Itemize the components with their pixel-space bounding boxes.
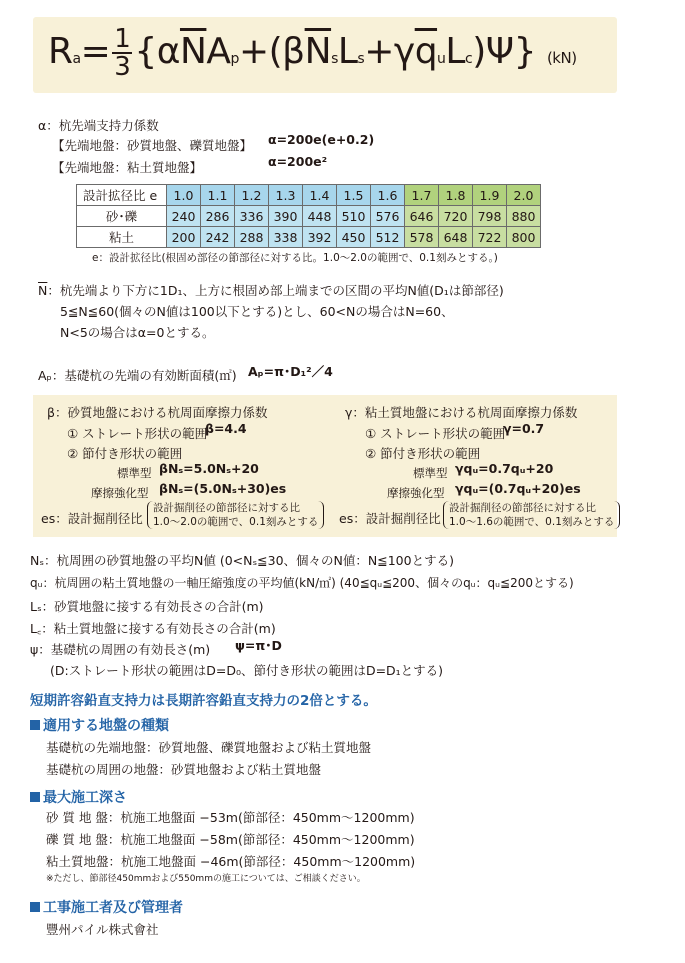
nbar-line3: N<5の場合はα=0とする。 (60, 325, 215, 340)
alpha-value-table (76, 184, 541, 248)
psi-note: (D:ストレート形状の範囲はD=D₀、節付き形状の範囲はD=D₁とする) (50, 663, 444, 678)
def-ls: Lₛ：砂質地盤に接する有効長さの合計(m) (30, 599, 264, 614)
alpha-clay-label: 【先端地盤：粘土質地盤】 (52, 160, 203, 175)
def-psi: ψ：基礎杭の周囲の有効長さ(m) (30, 642, 211, 657)
psi-formula: ψ=π･D (235, 638, 282, 653)
beta-box (33, 395, 341, 537)
square-bullet-icon (30, 720, 40, 730)
beta-title: β：砂質地盤における杭周面摩擦力係数 (47, 405, 268, 420)
depth-line1: 砂 質 地 盤：杭施工地盤面 −53m(節部径：450mm～1200mm) (46, 810, 415, 825)
table-row: 砂･礫 240 286 336 390 448 510 576 646 720 798 880 (77, 206, 541, 227)
gamma-box (333, 395, 617, 537)
ap-label: Aₚ：基礎杭の先端の有効断面積(㎡) (38, 368, 237, 383)
contractor-heading: 工事施工者及び管理者 (30, 897, 183, 917)
gamma-es-paren: 設計掘削径の節部径に対する比 1.0～1.6の範囲で、0.1刻みとする (443, 501, 620, 529)
bearing-capacity-formula: Ra= $\frac{1}{3}$ $\{\alpha\overline{N}Ap+(\beta\overline{N}sLs+\gamma\overline{q}uLc)\Psi\}$ (kN) (48, 24, 577, 82)
ap-formula: Aₚ=π･D₁²／4 (248, 364, 333, 379)
nbar-line1: $\overline{N}$：杭先端より下方に1D₁、上方に根固め部上端までの区間の平均N値(D₁は節部径) (38, 283, 504, 298)
soil-line1: 基礎杭の先端地盤：砂質地盤、礫質地盤および粘土質地盤 (46, 740, 372, 755)
soil-line2: 基礎杭の周囲の地盤：砂質地盤および粘土質地盤 (46, 762, 322, 777)
beta-item1-label: ① ストレート形状の範囲 (67, 426, 208, 441)
square-bullet-icon (30, 902, 40, 912)
gamma-item2-label: ② 節付き形状の範囲 (365, 446, 481, 461)
alpha-label: α：杭先端支持力係数 (38, 118, 159, 133)
depth-note: ※ただし、節部径450mmおよび550mmの施工については、ご相談ください。 (46, 874, 366, 884)
depth-heading: 最大施工深さ (30, 787, 127, 807)
def-qu: qᵤ：杭周囲の粘土質地盤の一軸圧縮強度の平均値(kN/㎡) (40≦qᵤ≦200、個々のqᵤ：qᵤ≦200とする) (30, 576, 574, 590)
gamma-item1-label: ① ストレート形状の範囲 (365, 426, 506, 441)
table-row: 粘土 200 242 288 338 392 450 512 578 648 722 800 (77, 227, 541, 248)
alpha-clay-formula: α=200e² (268, 154, 328, 169)
soil-heading: 適用する地盤の種類 (30, 715, 169, 735)
table-note: e：設計拡径比(根固め部径の節部径に対する比。1.0～2.0の範囲で、0.1刻みとする。) (92, 252, 498, 264)
gamma-std-label: 標準型 (413, 466, 448, 480)
gamma-item1-formula: γ=0.7 (503, 421, 545, 436)
def-ns: Nₛ：杭周囲の砂質地盤の平均N値 (0<Nₛ≦30、個々のN値：N≦100とする) (30, 553, 454, 568)
gamma-title: γ：粘土質地盤における杭周面摩擦力係数 (345, 405, 578, 420)
beta-es-label: es：設計掘削径比 (41, 511, 143, 526)
beta-enh-formula: βNₛ=(5.0Nₛ+30)es (159, 481, 287, 496)
beta-enh-label: 摩擦強化型 (91, 486, 149, 500)
depth-line2: 礫 質 地 盤：杭施工地盤面 −58m(節部径：450mm～1200mm) (46, 832, 415, 847)
table-header-row: 設計拡径比 e 1.0 1.1 1.2 1.3 1.4 1.5 1.6 1.7 1.8 1.9 2.0 (77, 185, 541, 206)
gamma-enh-label: 摩擦強化型 (387, 486, 445, 500)
beta-item1-formula: β=4.4 (205, 421, 247, 436)
beta-item2-label: ② 節付き形状の範囲 (67, 446, 183, 461)
def-lc: L꜀：粘土質地盤に接する有効長さの合計(m) (30, 621, 276, 636)
gamma-es-label: es：設計掘削径比 (339, 511, 441, 526)
beta-std-formula: βNₛ=5.0Nₛ+20 (159, 461, 259, 476)
one-third-fraction: $\frac{1}{3}$ (114, 24, 131, 82)
gamma-std-formula: γqᵤ=0.7qᵤ+20 (455, 461, 554, 476)
gamma-enh-formula: γqᵤ=(0.7qᵤ+20)es (455, 481, 581, 496)
alpha-sand-formula: α=200e(e+0.2) (268, 132, 375, 147)
contractor-name: 豐州パイル株式會社 (46, 922, 159, 937)
beta-std-label: 標準型 (117, 466, 152, 480)
nbar-line2: 5≦N≦60(個々のN値は100以下とする)とし、60<Nの場合はN=60、 (60, 304, 454, 319)
alpha-sand-label: 【先端地盤：砂質地盤、礫質地盤】 (52, 138, 253, 153)
beta-es-paren: 設計掘削径の節部径に対する比 1.0～2.0の範囲で、0.1刻みとする (147, 501, 324, 529)
square-bullet-icon (30, 792, 40, 802)
depth-line3: 粘土質地盤：杭施工地盤面 −46m(節部径：450mm～1200mm) (46, 854, 416, 869)
short-term-note: 短期許容鉛直支持力は長期許容鉛直支持力の2倍とする。 (30, 693, 377, 709)
